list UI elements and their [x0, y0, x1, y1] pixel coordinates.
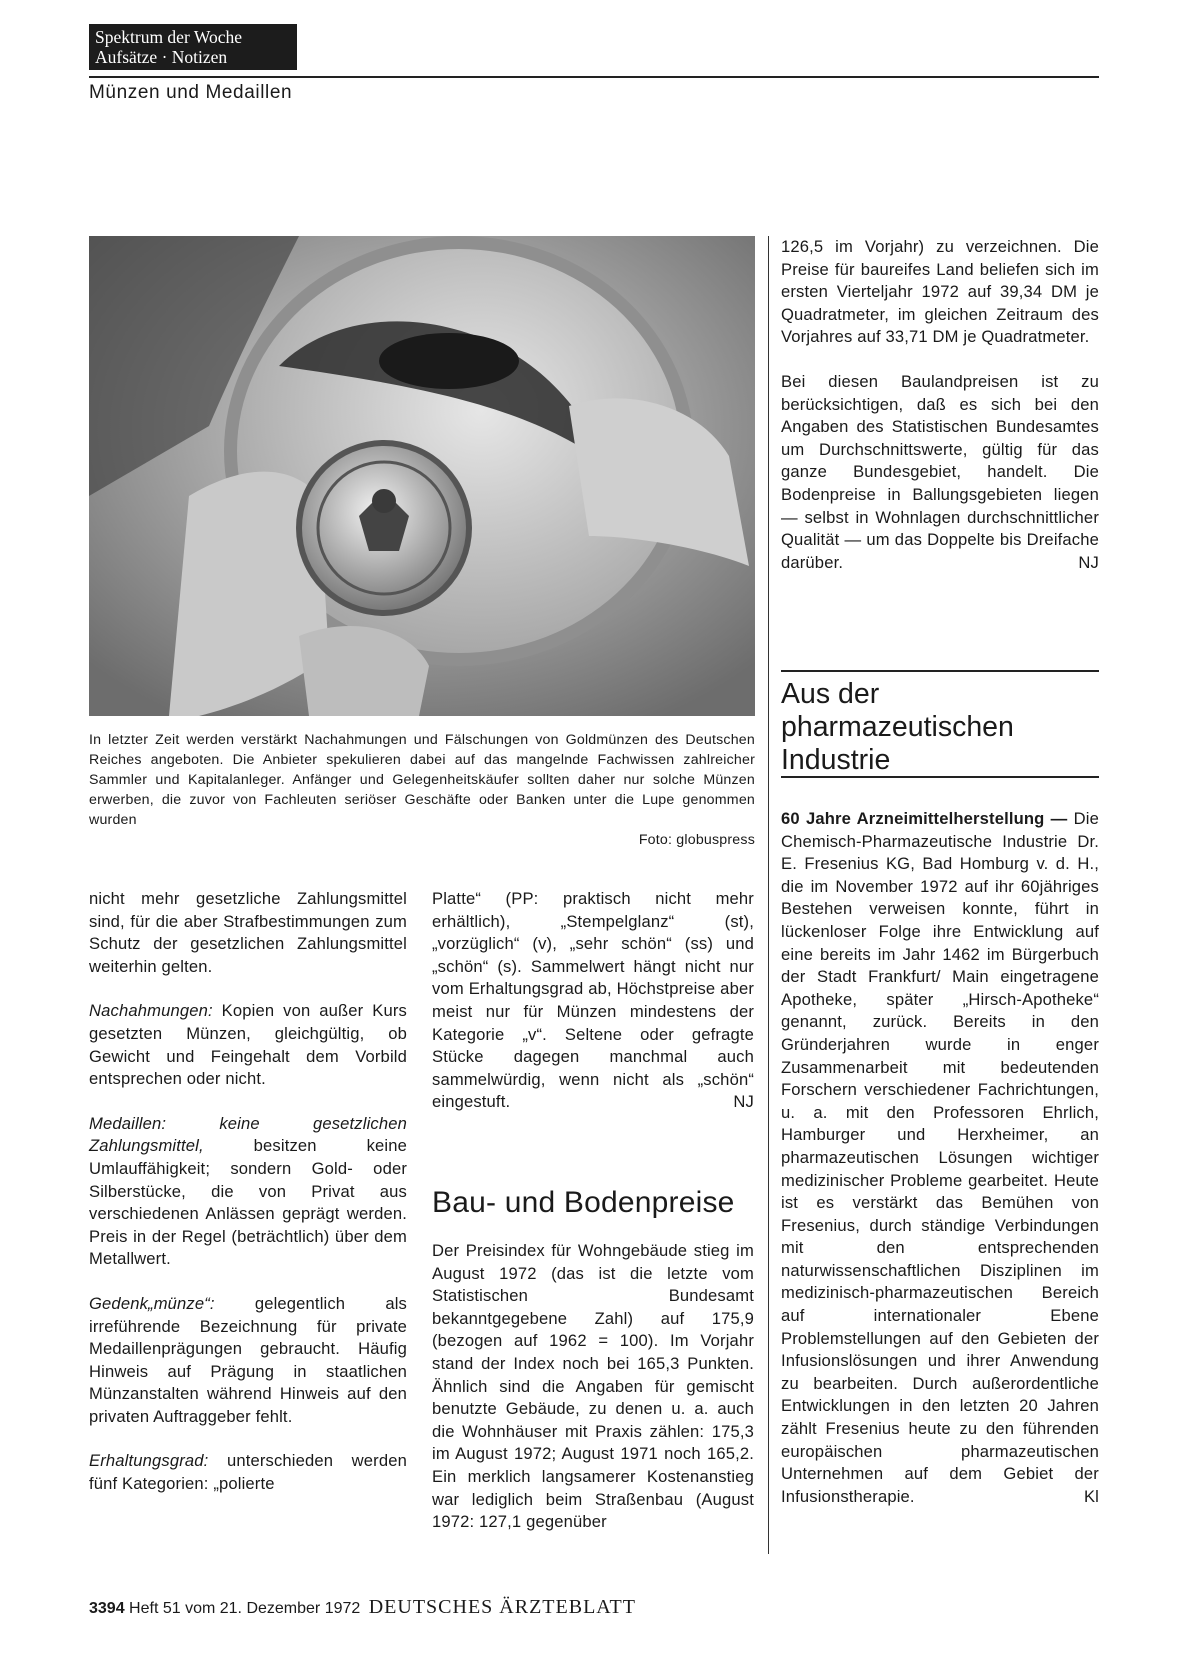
column-3-top	[781, 236, 1099, 574]
column-2	[432, 888, 754, 1114]
heading-bau-und-bodenpreise: Bau- und Bodenpreise	[432, 1186, 735, 1219]
section-kicker	[89, 24, 297, 70]
col1-paragraph-1: nicht mehr gesetzliche Zahlungsmittel sind, für die aber Strafbestimmungen zum Schutz der gesetzlichen Zahlungsmittel weiterhin gelten.	[89, 889, 407, 976]
term-nachahmungen: Nachahmungen:	[89, 1001, 213, 1021]
author-sign: NJ	[1078, 552, 1099, 572]
col2-paragraph-1: Platte“ (PP: praktisch nicht mehr erhältlich), „Stempelglanz“ (st), „vorzüglich“ (v), „sehr schön“ (ss) und „schön“ (s). Sammelwert hängt nicht nur vom Erhaltungsgrad ab, Höchstpreise aber meist nur für Münzen mindestens der Kategorie „v“. Seltene oder gefragte Stücke dagegen manchmal auch sammelwürdig, wenn nicht als „schön“ eingestuft. NJ	[432, 888, 754, 1114]
pharma-paragraph: 60 Jahre Arzneimittelherstellung — Die Chemisch-Pharmazeutische Industrie Dr. E. Fresenius KG, Bad Homburg v. d. H., die im November 1972 auf ihr 60jähriges Bestehen verweisen konnte, führt in lückenloser Folge ihre Entwicklung auf eine bereits im Jahr 1462 im Bürgerbuch der Stadt Frankfurt/ Main eingetragene Apotheke, später „Hirsch-Apotheke“ genannt, zurück. Bereits in den Gründerjahren wurde in enger Zusammenarbeit mit bedeutenden Forschern verschiedener Fachrichtungen, u. a. mit den Professoren Ehrlich, Hamburger und Herxheimer, an pharmazeutischen Lösungen wichtiger medizinischer Probleme gearbeitet. Heute ist es verstärkt das Bemühen von Fresenius, durch ständige Verbindungen mit den entsprechenden naturwissenschaftlichen Disziplinen im medizinisch-pharmazeutischen Bereich auf internationaler Ebene Problemstellungen auf den Gebieten der Infusionslösungen und ihrer Anwendung zu bearbeiten. Durch außerordentliche Entwicklungen in den letzten 20 Jahren zählt Fresenius heute zu den führenden europäischen pharmazeutischen Unternehmen auf dem Gebiet der Infusionstherapie. Kl	[781, 808, 1099, 1508]
photo-credit: Foto: globuspress	[638, 832, 755, 848]
page-footer	[89, 1596, 636, 1619]
term-medaillen: Medaillen: keine gesetzlichen Zahlungsmittel,	[89, 1113, 407, 1156]
col1-paragraph-2: Nachahmungen: Kopien von außer Kurs gesetzten Münzen, gleichgültig, ob Gewicht und Feingehalt dem Vorbild entsprechen oder nicht.	[89, 1001, 407, 1089]
coin-magnifier-photo	[89, 236, 755, 716]
page-number: 3394	[89, 1600, 125, 1617]
magazine-name: DEUTSCHES ÄRZTEBLATT	[368, 1596, 636, 1618]
photo-caption: In letzter Zeit werden verstärkt Nachahmungen und Fälschungen von Goldmünzen des Deutschen Reiches angeboten. Die Anbieter spekulieren dabei auf das mangelnde Fachwissen zahlreicher Sammler und Kapitalanleger. Anfänger und Gelegenheitskäufer sollten daher nur solche Münzen erwerben, die zuvor von Fachleuten seriöser Geschäfte oder Banken unter die Lupe genommen wurden	[89, 732, 755, 828]
pharma-article	[781, 808, 1099, 1508]
pharma-lead: 60 Jahre Arzneimittelherstellung —	[781, 809, 1068, 828]
kicker-line-1: Spektrum der Woche	[95, 27, 242, 47]
heading-pharma-industrie: Aus der pharmazeutischen Industrie	[781, 678, 1014, 776]
author-sign: Kl	[1083, 1486, 1099, 1506]
section-title: Münzen und Medaillen	[89, 82, 293, 103]
col1-paragraph-4: Gedenk„münze“: gelegentlich als irreführende Bezeichnung für private Medaillenprägungen gebraucht. Häufig Hinweis auf Prägung in staatlichen Münzanstalten während Hinweis auf den privaten Auftraggeber fehlt.	[89, 1293, 407, 1426]
col1-paragraph-3: Medaillen: keine gesetzlichen Zahlungsmittel, besitzen keine Umlauffähigkeit; sondern Gold- oder Silberstücke, die von Privat aus verschiedenen Anlässen geprägt werden. Preis in der Regel (beträchtlich) über dem Metallwert.	[89, 1113, 407, 1269]
issue-info: Heft 51 vom 21. Dezember 1972	[129, 1600, 361, 1617]
kicker-line-2: Aufsätze · Notizen	[95, 47, 228, 67]
term-gedenkmuenze: Gedenk„münze“:	[89, 1293, 215, 1313]
pharma-rule-top	[781, 670, 1099, 672]
author-sign: NJ	[733, 1092, 754, 1112]
column-divider	[768, 236, 769, 1554]
header-rule	[89, 76, 1099, 78]
bau-article	[432, 1240, 754, 1534]
bau-paragraph-1: Der Preisindex für Wohngebäude stieg im August 1972 (das ist die letzte vom Statistischen Bundesamt bekanntgegebene Zahl) auf 175,9 (bezogen auf 1962 = 100). Im Vorjahr stand der Index noch bei 165,3 Punkten. Ähnlich sind die Angaben für gemischt benutzte Gebäude, zu denen u. a. auch die Wohnhäuser mit Praxis zählen: 175,3 im August 1972; August 1971 noch 165,2. Ein merklich langsamerer Kostenanstieg war lediglich beim Straßenbau (August 1972: 127,1 gegenüber	[432, 1241, 754, 1532]
col3-paragraph-1: 126,5 im Vorjahr) zu verzeichnen. Die Preise für baureifes Land beliefen sich im ersten Vierteljahr 1972 auf 39,34 DM je Quadratmeter, im gleichen Zeitraum des Vorjahres auf 33,71 DM je Quadratmeter.	[781, 237, 1099, 347]
col1-paragraph-5: Erhaltungsgrad: unterschieden werden fünf Kategorien: „polierte	[89, 1451, 407, 1494]
pharma-rule-bottom	[781, 776, 1099, 778]
term-erhaltungsgrad: Erhaltungsgrad:	[89, 1451, 209, 1471]
column-1	[89, 888, 407, 1496]
col3-paragraph-2: Bei diesen Baulandpreisen ist zu berücksichtigen, daß es sich bei den Angaben des Statistischen Bundesamtes um Durchschnittswerte, gültig für das ganze Bundesgebiet, handelt. Die Bodenpreise in Ballungsgebieten liegen — selbst in Wohnlagen durchschnittlicher Qualität — um das Doppelte bis Dreifache darüber. NJ	[781, 371, 1099, 574]
